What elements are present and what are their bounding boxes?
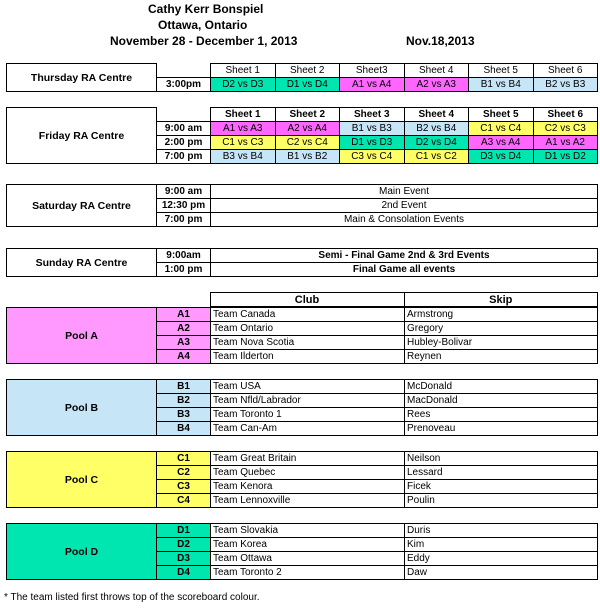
team-club: Team Great Britain [211,452,405,466]
saturday-schedule [6,184,598,227]
team-skip: Poulin [405,494,598,508]
team-club: Team Toronto 1 [211,408,405,422]
team-skip: McDonald [405,380,598,394]
saturday-event: 2nd Event [211,199,598,213]
team-id: C3 [157,480,211,494]
sunday-event: Semi - Final Game 2nd & 3rd Events [211,249,598,263]
pool-label: Pool A [7,308,157,364]
team-club: Team Nova Scotia [211,336,405,350]
doc-title: Cathy Kerr Bonspiel [148,2,264,16]
pool-label: Pool C [7,452,157,508]
friday-sheet-header: Sheet 5 [469,108,534,122]
friday-sheet-header: Sheet 4 [404,108,469,122]
friday-time: 7:00 pm [157,150,211,164]
team-club: Team Quebec [211,466,405,480]
pool-c-table [6,451,598,508]
team-id: C4 [157,494,211,508]
footnote: * The team listed first throws top of the scoreboard colour. [4,592,260,603]
thursday-label: Thursday RA Centre [7,64,157,92]
pool-b-table [6,379,598,436]
team-id: D1 [157,524,211,538]
team-id: B1 [157,380,211,394]
game-cell: A1 vs A2 [533,136,598,150]
game-cell: B1 vs B4 [469,78,534,92]
game-cell: C1 vs C2 [404,150,469,164]
pools-header [6,292,598,307]
sunday-schedule [6,248,598,277]
team-skip: Reynen [405,350,598,364]
game-cell: B1 vs B3 [340,122,405,136]
thursday-sheet-header: Sheet 1 [211,64,276,78]
team-id: B4 [157,422,211,436]
team-club: Team Korea [211,538,405,552]
game-cell: C2 vs C3 [533,122,598,136]
team-club: Team USA [211,380,405,394]
team-club: Team Nfld/Labrador [211,394,405,408]
team-skip: Hubley-Bolivar [405,336,598,350]
game-cell: B3 vs B4 [211,150,276,164]
team-id: A4 [157,350,211,364]
game-cell: A3 vs A4 [469,136,534,150]
game-cell: A2 vs A3 [404,78,469,92]
doc-dates: November 28 - December 1, 2013 [110,34,298,48]
sunday-label: Sunday RA Centre [7,249,157,277]
thursday-sheet-header: Sheet 5 [469,64,534,78]
team-club: Team Can-Am [211,422,405,436]
saturday-time: 9:00 am [157,185,211,199]
thursday-sheet-header: Sheet 2 [275,64,340,78]
team-id: A1 [157,308,211,322]
team-id: B2 [157,394,211,408]
pool-label: Pool B [7,380,157,436]
team-skip: Daw [405,566,598,580]
friday-label: Friday RA Centre [7,108,157,164]
team-club: Team Ontario [211,322,405,336]
team-skip: Prenoveau [405,422,598,436]
team-id: D3 [157,552,211,566]
game-cell: D1 vs D2 [533,150,598,164]
club-header: Club [210,293,404,307]
thursday-sheet-header: Sheet 6 [533,64,598,78]
team-id: D2 [157,538,211,552]
saturday-event: Main & Consolation Events [211,213,598,227]
team-id: D4 [157,566,211,580]
team-club: Team Lennoxville [211,494,405,508]
team-club: Team Slovakia [211,524,405,538]
thursday-schedule [6,63,598,92]
game-cell: D1 vs D3 [340,136,405,150]
friday-time: 2:00 pm [157,136,211,150]
team-skip: Gregory [405,322,598,336]
sunday-time: 1:00 pm [157,263,211,277]
game-cell: C3 vs C4 [340,150,405,164]
team-skip: Armstrong [405,308,598,322]
game-cell: C1 vs C4 [469,122,534,136]
game-cell: A1 vs A4 [340,78,405,92]
team-skip: Ficek [405,480,598,494]
team-club: Team Kenora [211,480,405,494]
team-skip: Duris [405,524,598,538]
team-club: Team Ilderton [211,350,405,364]
team-club: Team Canada [211,308,405,322]
saturday-event: Main Event [211,185,598,199]
game-cell: A1 vs A3 [211,122,276,136]
friday-sheet-header: Sheet 2 [275,108,340,122]
team-id: A3 [157,336,211,350]
game-cell: D2 vs D4 [404,136,469,150]
sunday-event: Final Game all events [211,263,598,277]
friday-sheet-header: Sheet 6 [533,108,598,122]
game-cell: D2 vs D3 [211,78,276,92]
team-id: C2 [157,466,211,480]
team-id: B3 [157,408,211,422]
thursday-sheet-header: Sheet3 [340,64,405,78]
game-cell: C2 vs C4 [275,136,340,150]
team-skip: MacDonald [405,394,598,408]
doc-revised-date: Nov.18,2013 [406,34,475,48]
thursday-time: 3:00pm [157,78,211,92]
friday-sheet-header: Sheet 1 [211,108,276,122]
team-skip: Eddy [405,552,598,566]
team-club: Team Toronto 2 [211,566,405,580]
skip-header: Skip [404,293,598,307]
doc-location: Ottawa, Ontario [158,18,248,32]
thursday-sheet-header: Sheet 4 [404,64,469,78]
game-cell: B1 vs B2 [275,150,340,164]
team-skip: Lessard [405,466,598,480]
team-skip: Kim [405,538,598,552]
pool-a-table [6,307,598,364]
team-skip: Neilson [405,452,598,466]
team-id: C1 [157,452,211,466]
game-cell: D1 vs D4 [275,78,340,92]
saturday-time: 7:00 pm [157,213,211,227]
game-cell: B2 vs B3 [533,78,598,92]
game-cell: C1 vs C3 [211,136,276,150]
team-id: A2 [157,322,211,336]
pool-d-table [6,523,598,580]
team-skip: Rees [405,408,598,422]
team-club: Team Ottawa [211,552,405,566]
game-cell: A2 vs A4 [275,122,340,136]
game-cell: D3 vs D4 [469,150,534,164]
friday-schedule [6,107,598,164]
friday-time: 9:00 am [157,122,211,136]
game-cell: B2 vs B4 [404,122,469,136]
friday-sheet-header: Sheet 3 [340,108,405,122]
sunday-time: 9:00am [157,249,211,263]
saturday-label: Saturday RA Centre [7,185,157,227]
saturday-time: 12:30 pm [157,199,211,213]
pool-label: Pool D [7,524,157,580]
